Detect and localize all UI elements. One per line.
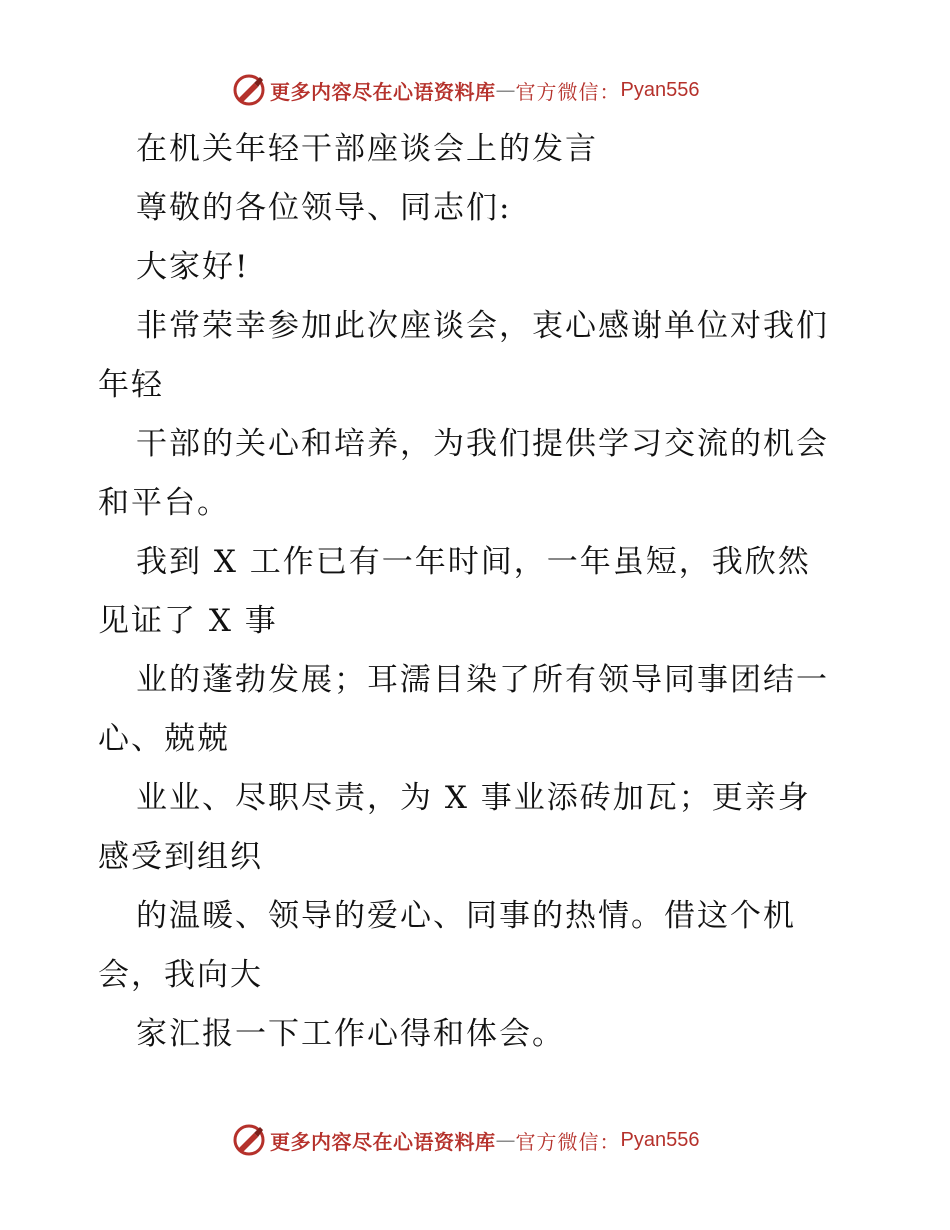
- paragraph-line: 干部的关心和培养，为我们提供学习交流的机会: [136, 426, 829, 462]
- banner-slogan: 更多内容尽在心语资料库: [270, 1129, 496, 1154]
- paragraph-line: 感受到组织: [98, 839, 263, 875]
- pen-logo-icon: [232, 73, 266, 107]
- paragraph-line: 心、兢兢: [98, 721, 230, 757]
- banner-wechat-id: Pyan556: [620, 78, 700, 101]
- footer-banner: [232, 1122, 712, 1158]
- paragraph-line: 会，我向大: [98, 957, 263, 993]
- document-body: [98, 120, 858, 1064]
- banner-slogan: 更多内容尽在心语资料库: [270, 79, 496, 104]
- pen-logo-icon: [232, 1123, 266, 1157]
- banner-wechat-id: Pyan556: [620, 1128, 700, 1151]
- greeting: 大家好!: [136, 249, 250, 285]
- paragraph-line: 我到 X 工作已有一年时间，一年虽短，我欣然: [136, 544, 811, 580]
- paragraph-line: 家汇报一下工作心得和体会。: [136, 1016, 565, 1052]
- paragraph-line: 见证了 X 事: [98, 603, 278, 639]
- paragraph-line: 业的蓬勃发展；耳濡目染了所有领导同事团结一: [136, 662, 829, 698]
- salutation: 尊敬的各位领导、同志们:: [136, 190, 512, 226]
- banner-wechat-label: 官方微信：: [515, 79, 621, 104]
- header-banner: [232, 72, 712, 108]
- document-title: 在机关年轻干部座谈会上的发言: [136, 131, 598, 167]
- paragraph-line: 的温暖、领导的爱心、同事的热情。借这个机: [136, 898, 796, 934]
- banner-dash: —: [495, 1128, 516, 1152]
- paragraph-line: 业业、尽职尽责，为 X 事业添砖加瓦；更亲身: [136, 780, 811, 816]
- banner-wechat-label: 官方微信：: [515, 1129, 621, 1154]
- paragraph-line: 年轻: [98, 367, 164, 403]
- paragraph-line: 非常荣幸参加此次座谈会，衷心感谢单位对我们: [136, 308, 829, 344]
- banner-dash: —: [495, 78, 516, 102]
- paragraph-line: 和平台。: [98, 485, 230, 521]
